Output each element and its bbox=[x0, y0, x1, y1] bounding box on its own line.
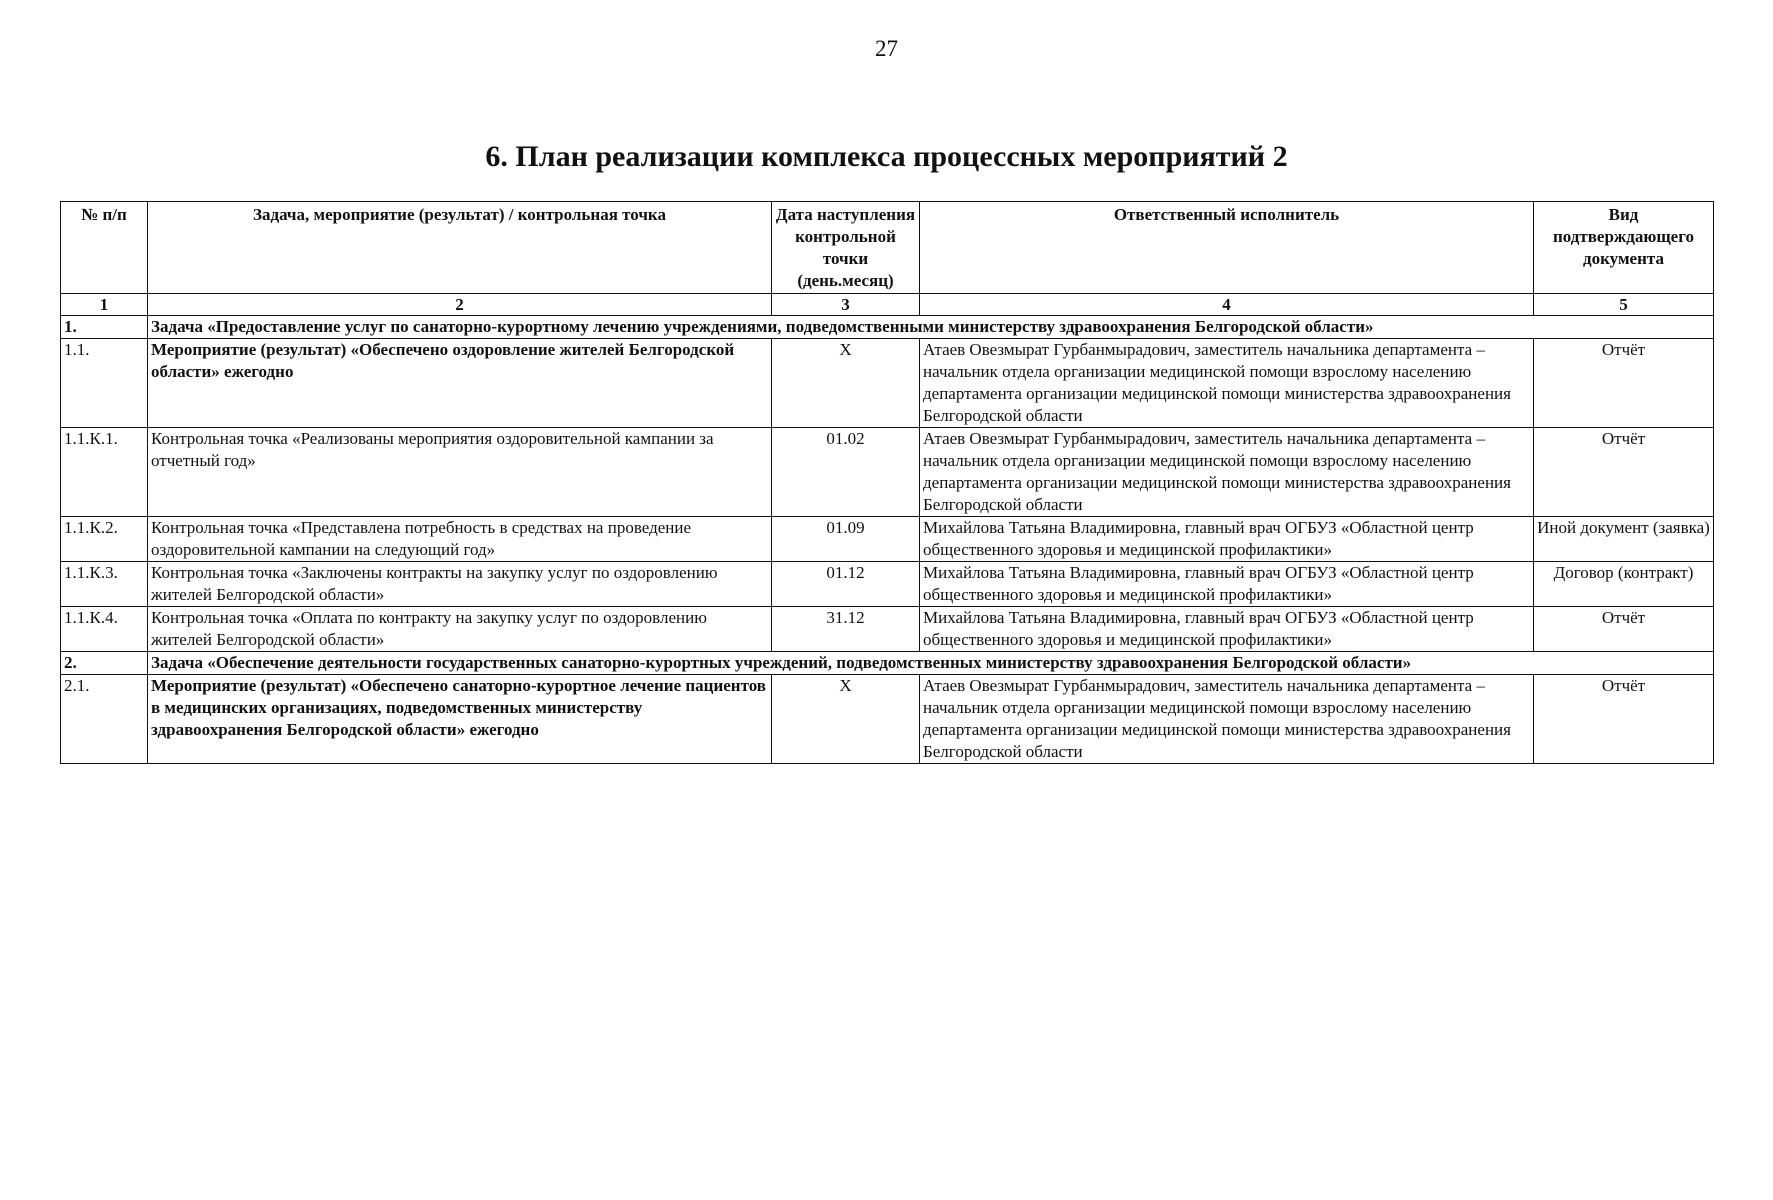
row-number: 1.1.К.4. bbox=[61, 607, 148, 652]
measure-row bbox=[61, 339, 1714, 428]
document-title: 6. План реализации комплекса процессных мероприятий 2 bbox=[485, 140, 1288, 173]
row-number: 2.1. bbox=[61, 675, 148, 764]
column-number: 3 bbox=[772, 294, 920, 316]
row-number: 1. bbox=[61, 316, 148, 339]
checkpoint-text: Контрольная точка «Заключены контракты на закупку услуг по оздоровлению жителей Белгородской области» bbox=[148, 562, 772, 607]
column-number: 4 bbox=[920, 294, 1534, 316]
task-text: Задача «Обеспечение деятельности государственных санаторно-курортных учреждений, подведомственных министерству здравоохранения Белгородской области» bbox=[148, 652, 1714, 675]
checkpoint-date: 31.12 bbox=[772, 607, 920, 652]
checkpoint-row bbox=[61, 428, 1714, 517]
document-type: Отчёт bbox=[1534, 607, 1714, 652]
responsible-person: Михайлова Татьяна Владимировна, главный врач ОГБУЗ «Областной центр общественного здоровья и медицинской профилактики» bbox=[920, 562, 1534, 607]
row-number: 1.1.К.1. bbox=[61, 428, 148, 517]
checkpoint-date: 01.09 bbox=[772, 517, 920, 562]
responsible-person: Михайлова Татьяна Владимировна, главный врач ОГБУЗ «Областной центр общественного здоровья и медицинской профилактики» bbox=[920, 607, 1534, 652]
plan-table bbox=[60, 201, 1714, 764]
column-number: 1 bbox=[61, 294, 148, 316]
column-number: 5 bbox=[1534, 294, 1714, 316]
document-type: Договор (контракт) bbox=[1534, 562, 1714, 607]
responsible-person: Атаев Овезмырат Гурбанмырадович, заместитель начальника департамента – начальник отдела организации медицинской помощи взрослому населению департамента организации медицинской помощи министерства здравоохранения Белгородской области bbox=[920, 675, 1534, 764]
responsible-person: Атаев Овезмырат Гурбанмырадович, заместитель начальника департамента – начальник отдела организации медицинской помощи взрослому населению департамента организации медицинской помощи министерства здравоохранения Белгородской области bbox=[920, 339, 1534, 428]
document-type: Иной документ (заявка) bbox=[1534, 517, 1714, 562]
row-number: 1.1.К.3. bbox=[61, 562, 148, 607]
checkpoint-row bbox=[61, 517, 1714, 562]
checkpoint-text: Контрольная точка «Представлена потребность в средствах на проведение оздоровительной кампании на следующий год» bbox=[148, 517, 772, 562]
row-number: 1.1. bbox=[61, 339, 148, 428]
task-row bbox=[61, 316, 1714, 339]
checkpoint-text: Контрольная точка «Реализованы мероприятия оздоровительной кампании за отчетный год» bbox=[148, 428, 772, 517]
checkpoint-date: X bbox=[772, 675, 920, 764]
checkpoint-row bbox=[61, 562, 1714, 607]
column-number-row bbox=[61, 294, 1714, 316]
checkpoint-date: 01.12 bbox=[772, 562, 920, 607]
header-num: № п/п bbox=[61, 202, 148, 294]
measure-row bbox=[61, 675, 1714, 764]
task-text: Задача «Предоставление услуг по санаторно-курортному лечению учреждениями, подведомственными министерству здравоохранения Белгородской области» bbox=[148, 316, 1714, 339]
checkpoint-date: X bbox=[772, 339, 920, 428]
measure-text: Мероприятие (результат) «Обеспечено оздоровление жителей Белгородской области» ежегодно bbox=[148, 339, 772, 428]
checkpoint-row bbox=[61, 607, 1714, 652]
row-number: 2. bbox=[61, 652, 148, 675]
responsible-person: Михайлова Татьяна Владимировна, главный врач ОГБУЗ «Областной центр общественного здоровья и медицинской профилактики» bbox=[920, 517, 1534, 562]
task-row bbox=[61, 652, 1714, 675]
document-type: Отчёт bbox=[1534, 339, 1714, 428]
row-number: 1.1.К.2. bbox=[61, 517, 148, 562]
checkpoint-date: 01.02 bbox=[772, 428, 920, 517]
column-number: 2 bbox=[148, 294, 772, 316]
responsible-person: Атаев Овезмырат Гурбанмырадович, заместитель начальника департамента – начальник отдела организации медицинской помощи взрослому населению департамента организации медицинской помощи министерства здравоохранения Белгородской области bbox=[920, 428, 1534, 517]
header-row bbox=[61, 202, 1714, 294]
header-task: Задача, мероприятие (результат) / контрольная точка bbox=[148, 202, 772, 294]
document-type: Отчёт bbox=[1534, 675, 1714, 764]
checkpoint-text: Контрольная точка «Оплата по контракту на закупку услуг по оздоровлению жителей Белгородской области» bbox=[148, 607, 772, 652]
document-type: Отчёт bbox=[1534, 428, 1714, 517]
measure-text: Мероприятие (результат) «Обеспечено санаторно-курортное лечение пациентов в медицинских организациях, подведомственных министерству здравоохранения Белгородской области» ежегодно bbox=[148, 675, 772, 764]
header-date: Дата наступления контрольной точки (день.месяц) bbox=[772, 202, 920, 294]
header-responsible: Ответственный исполнитель bbox=[920, 202, 1534, 294]
header-doc-type: Вид подтверждающего документа bbox=[1534, 202, 1714, 294]
page-number: 27 bbox=[875, 36, 898, 61]
